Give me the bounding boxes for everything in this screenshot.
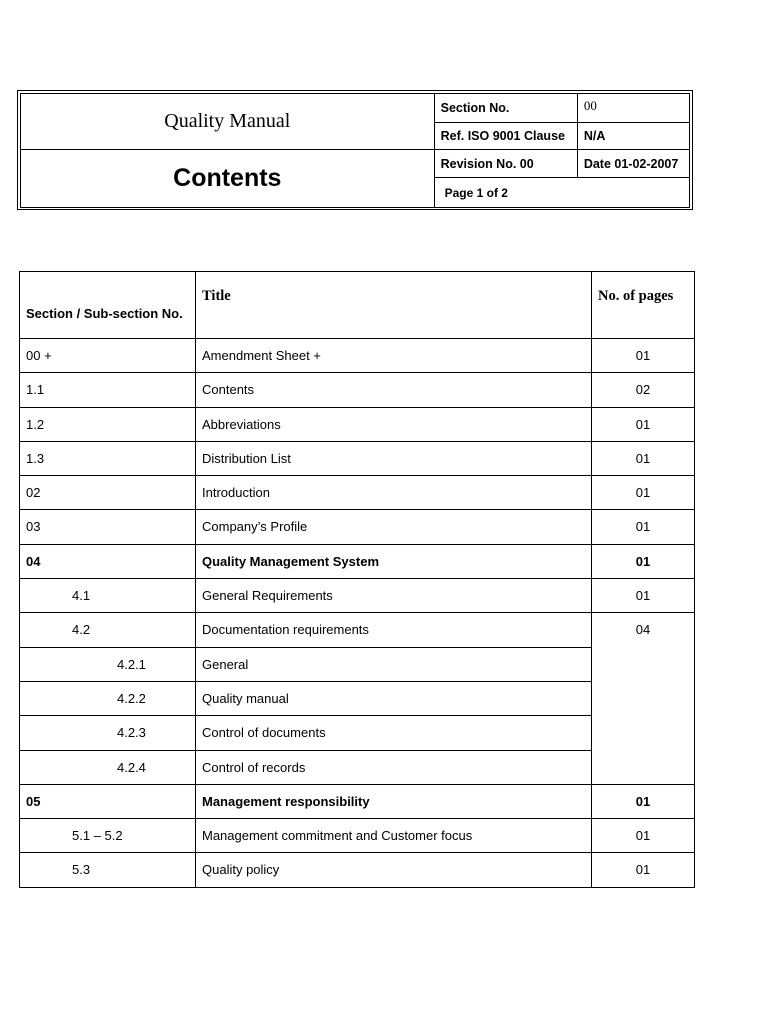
row-section: 02 xyxy=(20,476,196,510)
row-pages: 01 xyxy=(592,579,695,613)
row-title: Quality manual xyxy=(196,681,592,715)
row-section: 1.2 xyxy=(20,407,196,441)
row-section: 4.1 xyxy=(20,579,196,613)
column-header-pages xyxy=(592,272,695,339)
table-row xyxy=(20,407,695,441)
table-row xyxy=(20,510,695,544)
contents-table xyxy=(19,271,695,888)
table-row xyxy=(20,373,695,407)
document-header xyxy=(17,90,693,210)
section-no-value: 00 xyxy=(577,94,689,123)
row-title: Company’s Profile xyxy=(196,510,592,544)
row-section: 5.3 xyxy=(20,853,196,887)
row-title: General xyxy=(196,647,592,681)
row-section: 4.2.4 xyxy=(20,750,196,784)
row-section: 4.2.1 xyxy=(20,647,196,681)
row-section: 4.2 xyxy=(20,613,196,647)
row-section: 5.1 – 5.2 xyxy=(20,819,196,853)
row-section: 4.2.3 xyxy=(20,716,196,750)
row-title: Abbreviations xyxy=(196,407,592,441)
section-title: Contents xyxy=(21,150,435,208)
table-row xyxy=(20,853,695,887)
row-title: Amendment Sheet + xyxy=(196,339,592,373)
row-pages: 01 xyxy=(592,544,695,578)
row-title: Contents xyxy=(196,373,592,407)
row-section: 00 + xyxy=(20,339,196,373)
row-pages: 01 xyxy=(592,407,695,441)
section-no-label: Section No. xyxy=(434,94,577,123)
table-row xyxy=(20,441,695,475)
revision-date: Date 01-02-2007 xyxy=(577,150,689,178)
contents-header-row xyxy=(20,272,695,339)
table-row xyxy=(20,579,695,613)
row-pages: 01 xyxy=(592,784,695,818)
document-title: Quality Manual xyxy=(21,94,435,150)
table-row xyxy=(20,544,695,578)
row-pages: 01 xyxy=(592,819,695,853)
table-row xyxy=(20,476,695,510)
table-row xyxy=(20,613,695,647)
page-indicator: Page 1 of 2 xyxy=(434,178,689,208)
row-section: 4.2.2 xyxy=(20,681,196,715)
column-header-title xyxy=(196,272,592,339)
row-title: General Requirements xyxy=(196,579,592,613)
row-title: Distribution List xyxy=(196,441,592,475)
row-title: Quality policy xyxy=(196,853,592,887)
row-section: 03 xyxy=(20,510,196,544)
row-section: 04 xyxy=(20,544,196,578)
row-title: Control of records xyxy=(196,750,592,784)
table-row xyxy=(20,339,695,373)
header-table xyxy=(20,93,690,208)
row-section: 1.3 xyxy=(20,441,196,475)
row-title: Management commitment and Customer focus xyxy=(196,819,592,853)
ref-clause-label: Ref. ISO 9001 Clause xyxy=(434,123,577,150)
column-header-section-label: Section / Sub-section No. xyxy=(26,306,183,321)
ref-clause-value: N/A xyxy=(577,123,689,150)
row-title: Quality Management System xyxy=(196,544,592,578)
row-pages: 01 xyxy=(592,441,695,475)
row-title: Management responsibility xyxy=(196,784,592,818)
column-header-pages-label: No. of pages xyxy=(598,288,674,304)
revision-no: Revision No. 00 xyxy=(434,150,577,178)
row-pages: 01 xyxy=(592,853,695,887)
row-pages: 04 xyxy=(592,613,695,784)
column-header-title-label: Title xyxy=(202,288,231,304)
column-header-section xyxy=(20,272,196,339)
row-pages: 01 xyxy=(592,476,695,510)
row-title: Documentation requirements xyxy=(196,613,592,647)
row-pages: 01 xyxy=(592,510,695,544)
row-title: Control of documents xyxy=(196,716,592,750)
row-section: 05 xyxy=(20,784,196,818)
row-pages: 01 xyxy=(592,339,695,373)
table-row xyxy=(20,784,695,818)
table-row xyxy=(20,819,695,853)
row-title: Introduction xyxy=(196,476,592,510)
row-section: 1.1 xyxy=(20,373,196,407)
row-pages: 02 xyxy=(592,373,695,407)
